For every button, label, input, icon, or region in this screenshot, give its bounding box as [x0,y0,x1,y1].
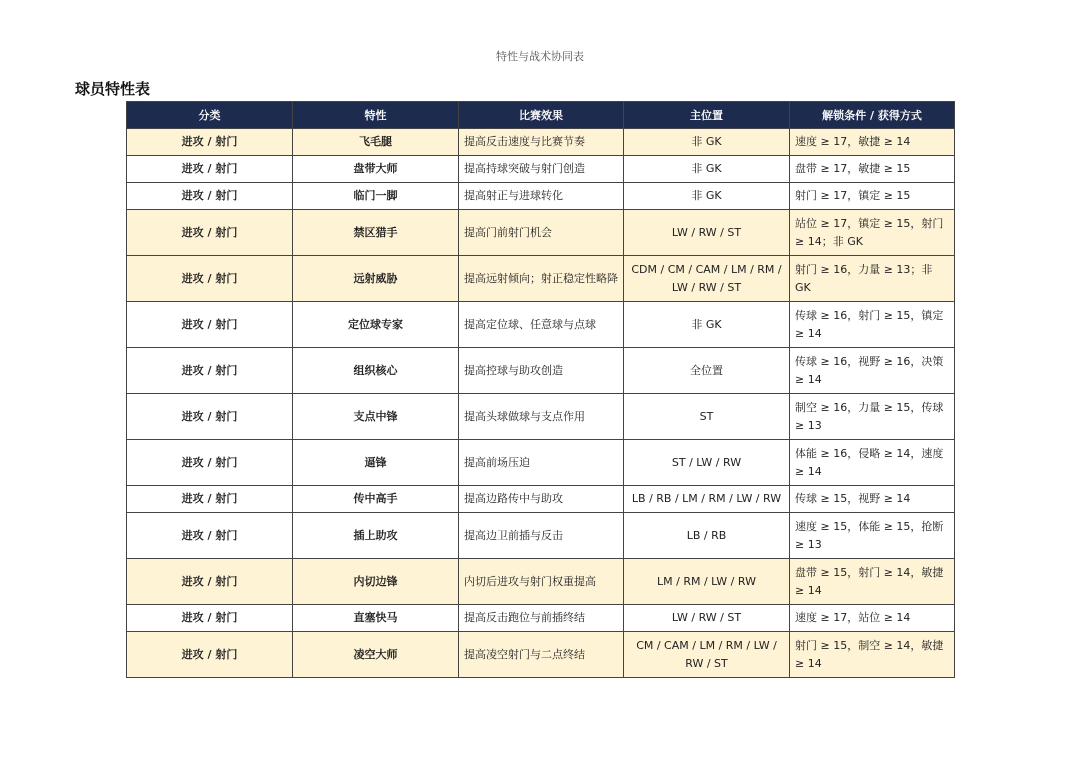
table-row [127,394,955,440]
cell-category: 进攻 / 射门 [127,156,293,183]
cell-trait: 支点中锋 [293,394,459,440]
cell-position: LM / RM / LW / RW [624,559,790,605]
table-row [127,513,955,559]
cell-effect: 提高头球做球与支点作用 [459,394,624,440]
cell-unlock: 速度 ≥ 17，敏捷 ≥ 14 [790,129,955,156]
table-row [127,210,955,256]
cell-effect: 提高控球与助攻创造 [459,348,624,394]
cell-effect: 提高凌空射门与二点终结 [459,632,624,678]
cell-trait: 组织核心 [293,348,459,394]
table-row [127,605,955,632]
cell-category: 进攻 / 射门 [127,632,293,678]
cell-position: LB / RB [624,513,790,559]
cell-effect: 提高射正与进球转化 [459,183,624,210]
table-row [127,183,955,210]
cell-trait: 凌空大师 [293,632,459,678]
column-header-category: 分类 [127,102,293,129]
section-title: 球员特性表 [75,80,151,98]
cell-trait: 禁区猎手 [293,210,459,256]
cell-unlock: 传球 ≥ 16，射门 ≥ 15，镇定 ≥ 14 [790,302,955,348]
table-header-row [127,102,955,129]
cell-position: ST / LW / RW [624,440,790,486]
cell-trait: 逼锋 [293,440,459,486]
cell-unlock: 射门 ≥ 16，力量 ≥ 13；非 GK [790,256,955,302]
cell-unlock: 盘带 ≥ 15，射门 ≥ 14，敏捷 ≥ 14 [790,559,955,605]
cell-position: CM / CAM / LM / RM / LW / RW / ST [624,632,790,678]
cell-trait: 定位球专家 [293,302,459,348]
cell-position: 非 GK [624,183,790,210]
cell-trait: 传中高手 [293,486,459,513]
table-row [127,302,955,348]
cell-trait: 直塞快马 [293,605,459,632]
table-row [127,559,955,605]
cell-category: 进攻 / 射门 [127,440,293,486]
column-header-position: 主位置 [624,102,790,129]
cell-category: 进攻 / 射门 [127,210,293,256]
cell-trait: 内切边锋 [293,559,459,605]
cell-effect: 提高前场压迫 [459,440,624,486]
cell-unlock: 站位 ≥ 17，镇定 ≥ 15，射门 ≥ 14；非 GK [790,210,955,256]
cell-effect: 提高边路传中与助攻 [459,486,624,513]
cell-category: 进攻 / 射门 [127,302,293,348]
cell-category: 进攻 / 射门 [127,559,293,605]
cell-trait: 插上助攻 [293,513,459,559]
table-row [127,156,955,183]
cell-unlock: 体能 ≥ 16，侵略 ≥ 14，速度 ≥ 14 [790,440,955,486]
cell-position: 非 GK [624,129,790,156]
cell-position: 非 GK [624,302,790,348]
table-row [127,348,955,394]
cell-category: 进攻 / 射门 [127,348,293,394]
cell-effect: 提高反击速度与比赛节奏 [459,129,624,156]
cell-unlock: 射门 ≥ 15，制空 ≥ 14，敏捷 ≥ 14 [790,632,955,678]
cell-trait: 盘带大师 [293,156,459,183]
cell-category: 进攻 / 射门 [127,256,293,302]
cell-category: 进攻 / 射门 [127,513,293,559]
cell-unlock: 传球 ≥ 15，视野 ≥ 14 [790,486,955,513]
cell-unlock: 速度 ≥ 15，体能 ≥ 15，抢断 ≥ 13 [790,513,955,559]
cell-effect: 提高远射倾向；射正稳定性略降 [459,256,624,302]
cell-position: LW / RW / ST [624,210,790,256]
table-row [127,129,955,156]
cell-category: 进攻 / 射门 [127,183,293,210]
cell-position: ST [624,394,790,440]
cell-effect: 提高门前射门机会 [459,210,624,256]
cell-position: 非 GK [624,156,790,183]
table-row [127,632,955,678]
cell-position: 全位置 [624,348,790,394]
column-header-effect: 比赛效果 [459,102,624,129]
cell-unlock: 制空 ≥ 16，力量 ≥ 15，传球 ≥ 13 [790,394,955,440]
table-row [127,486,955,513]
document-header: 特性与战术协同表 [496,50,584,63]
cell-unlock: 盘带 ≥ 17，敏捷 ≥ 15 [790,156,955,183]
cell-trait: 远射威胁 [293,256,459,302]
cell-unlock: 传球 ≥ 16，视野 ≥ 16，决策 ≥ 14 [790,348,955,394]
cell-unlock: 速度 ≥ 17，站位 ≥ 14 [790,605,955,632]
cell-position: CDM / CM / CAM / LM / RM / LW / RW / ST [624,256,790,302]
cell-category: 进攻 / 射门 [127,486,293,513]
cell-category: 进攻 / 射门 [127,129,293,156]
cell-position: LW / RW / ST [624,605,790,632]
cell-effect: 内切后进攻与射门权重提高 [459,559,624,605]
cell-category: 进攻 / 射门 [127,605,293,632]
cell-effect: 提高边卫前插与反击 [459,513,624,559]
table-row [127,256,955,302]
cell-trait: 飞毛腿 [293,129,459,156]
cell-position: LB / RB / LM / RM / LW / RW [624,486,790,513]
cell-trait: 临门一脚 [293,183,459,210]
cell-effect: 提高持球突破与射门创造 [459,156,624,183]
cell-unlock: 射门 ≥ 17，镇定 ≥ 15 [790,183,955,210]
column-header-trait: 特性 [293,102,459,129]
cell-category: 进攻 / 射门 [127,394,293,440]
player-traits-table [126,101,955,678]
column-header-unlock: 解锁条件 / 获得方式 [790,102,955,129]
table-row [127,440,955,486]
cell-effect: 提高反击跑位与前插终结 [459,605,624,632]
cell-effect: 提高定位球、任意球与点球 [459,302,624,348]
